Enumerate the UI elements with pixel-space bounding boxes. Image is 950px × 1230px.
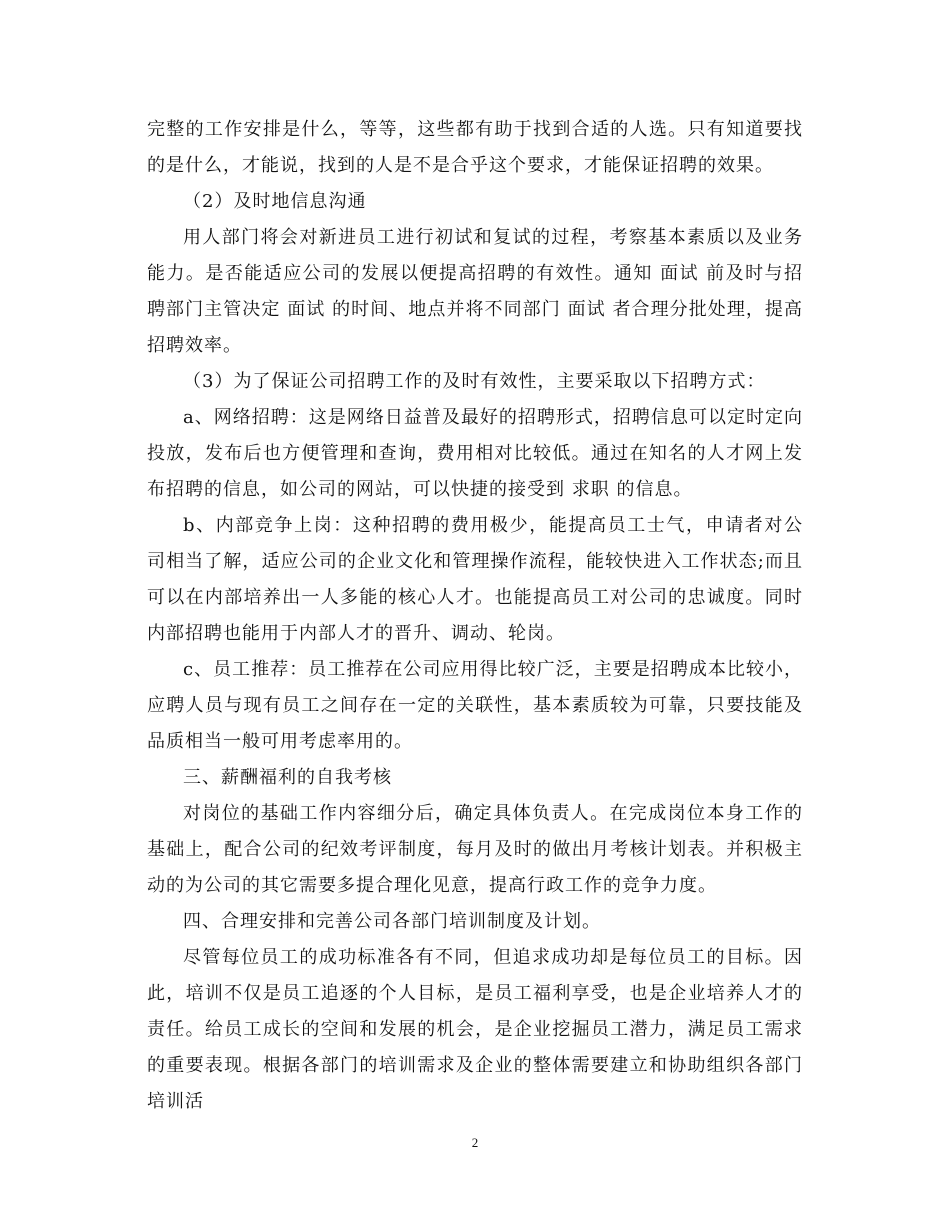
subheading-information-communication: （2）及时地信息沟通 bbox=[183, 191, 367, 212]
section-heading-salary-welfare: 三、薪酬福利的自我考核 bbox=[183, 767, 392, 788]
paragraph-training-details: 尽管每位员工的成功标准各有不同，但追求成功却是每位员工的目标。因此，培训不仅是员工追逐的个人目标，是员工福利享受，也是企业培养人才的责任。给员工成长的空间和发展的机会，是企业挖掘员工潜力，满足员工需求的重要表现。根据各部门的培训需求及企业的整体需要建立和协助组织各部门培训活 bbox=[147, 947, 803, 1112]
paragraph-continuation: 完整的工作安排是什么，等等，这些都有助于找到合适的人选。只有知道要找的是什么，才能说，找到的人是不是合乎这个要求，才能保证招聘的效果。 bbox=[147, 119, 803, 176]
page-number: 2 bbox=[471, 1135, 479, 1150]
section-heading-training-plan: 四、合理安排和完善公司各部门培训制度及计划。 bbox=[183, 911, 601, 932]
paragraph-internal-competition: b、内部竞争上岗：这种招聘的费用极少，能提高员工士气，申请者对公司相当了解，适应公司的企业文化和管理操作流程，能较快进入工作状态;而且可以在内部培养出一人多能的核心人才。也能提高员工对公司的忠诚度。同时内部招聘也能用于内部人才的晋升、调动、轮岗。 bbox=[147, 515, 803, 644]
document-body bbox=[147, 112, 803, 1120]
paragraph-salary-assessment: 对岗位的基础工作内容细分后，确定具体负责人。在完成岗位本身工作的基础上，配合公司的纪效考评制度，每月及时的做出月考核计划表。并积极主动的为公司的其它需要多提合理化见意，提高行政工作的竞争力度。 bbox=[147, 803, 803, 896]
paragraph-interview-process: 用人部门将会对新进员工进行初试和复试的过程，考察基本素质以及业务能力。是否能适应公司的发展以便提高招聘的有效性。通知 面试 前及时与招聘部门主管决定 面试 的时间、地点并将不同部门 面试 者合理分批处理，提高招聘效率。 bbox=[147, 227, 803, 356]
paragraph-employee-referral: c、员工推荐：员工推荐在公司应用得比较广泛，主要是招聘成本比较小，应聘人员与现有员工之间存在一定的关联性，基本素质较为可靠，只要技能及品质相当一般可用考虑率用的。 bbox=[147, 659, 803, 752]
subheading-recruitment-methods: （3）为了保证公司招聘工作的及时有效性，主要采取以下招聘方式： bbox=[183, 371, 766, 392]
paragraph-online-recruitment: a、网络招聘：这是网络日益普及最好的招聘形式，招聘信息可以定时定向投放，发布后也方便管理和查询，费用相对比较低。通过在知名的人才网上发布招聘的信息，如公司的网站，可以快捷的接受到 求职 的信息。 bbox=[147, 407, 803, 500]
